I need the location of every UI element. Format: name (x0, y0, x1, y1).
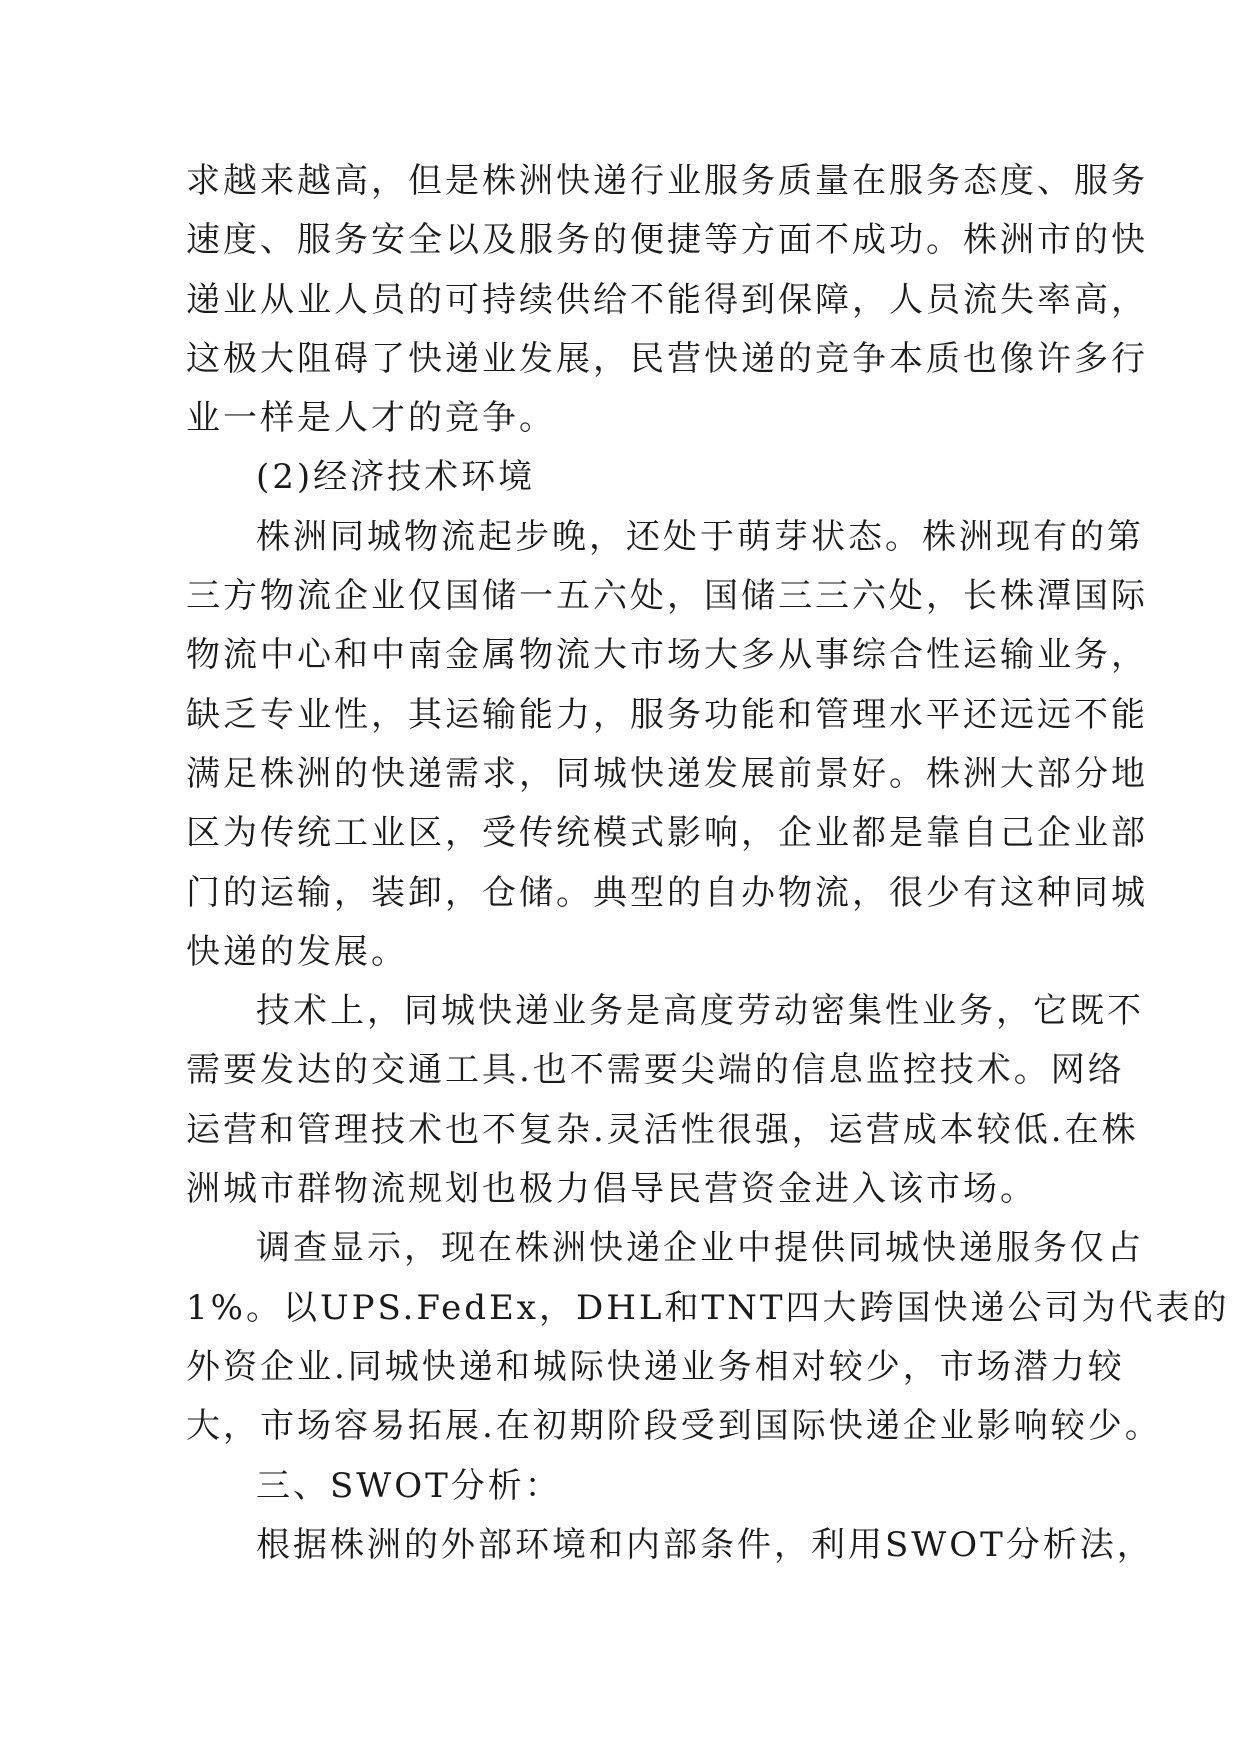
text-line: 调查显示，现在株洲快递企业中提供同城快递服务仅占 (256, 1228, 1144, 1269)
text-line: 门的运输，装卸，仓储。典型的自办物流，很少有这种同城 (186, 872, 1148, 913)
text-line: 速度、服务安全以及服务的便捷等方面不成功。株洲市的快 (186, 220, 1148, 261)
section-heading: 三、SWOT分析： (256, 1465, 562, 1506)
text-line: 大，市场容易拓展.在初期阶段受到国际快递企业影响较少。 (186, 1406, 1162, 1447)
body-text (186, 152, 1230, 1575)
text-line: 洲城市群物流规划也极力倡导民营资金进入该市场。 (186, 1169, 1037, 1210)
text-line: 需要发达的交通工具.也不需要尖端的信息监控技术。网络 (186, 1050, 1125, 1091)
text-line: 株洲同城物流起步晚，还处于萌芽状态。株洲现有的第 (256, 516, 1144, 557)
text-line: 缺乏专业性，其运输能力，服务功能和管理水平还远远不能 (186, 694, 1148, 735)
text-line: 递业从业人员的可持续供给不能得到保障，人员流失率高， (186, 279, 1148, 320)
text-line: 1%。以UPS.FedEx，DHL和TNT四大跨国快递公司为代表的 (186, 1287, 1230, 1328)
text-line: 物流中心和中南金属物流大市场大多从事综合性运输业务， (186, 635, 1148, 676)
text-line: 求越来越高，但是株洲快递行业服务质量在服务态度、服务 (186, 161, 1148, 201)
text-line: 三方物流企业仅国储一五六处，国储三三六处，长株潭国际 (186, 576, 1148, 617)
text-line: 技术上，同城快递业务是高度劳动密集性业务，它既不 (256, 991, 1144, 1032)
text-line: 快递的发展。 (186, 931, 408, 972)
text-line: 这极大阻碍了快递业发展，民营快递的竞争本质也像许多行 (186, 338, 1148, 379)
text-line: 根据株洲的外部环境和内部条件，利用SWOT分析法， (256, 1524, 1154, 1565)
text-line: 运营和管理技术也不复杂.灵活性很强，运营成本较低.在株 (186, 1109, 1139, 1150)
text-line: 外资企业.同城快递和城际快递业务相对较少，市场潜力较 (186, 1346, 1125, 1387)
text-line: 业一样是人才的竞争。 (186, 398, 556, 439)
text-line: 区为传统工业区，受传统模式影响，企业都是靠自己企业部 (186, 813, 1148, 854)
section-heading: (2)经济技术环境 (256, 457, 536, 498)
text-line: 满足株洲的快递需求，同城快递发展前景好。株洲大部分地 (186, 753, 1148, 794)
